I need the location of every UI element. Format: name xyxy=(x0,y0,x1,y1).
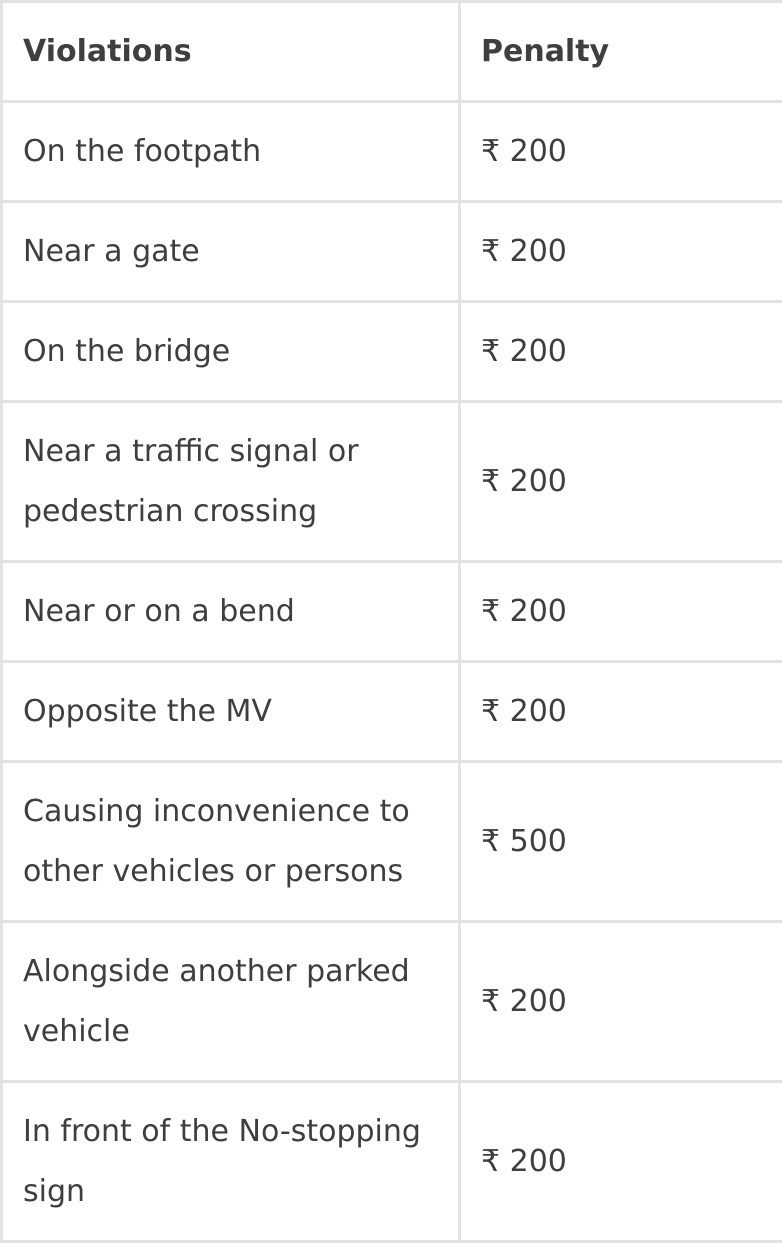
violation-cell xyxy=(2,202,460,302)
violation-text: Near a gate xyxy=(23,222,458,282)
table-row xyxy=(2,202,782,302)
violation-text: Near a traffic signal or pedestrian crossing xyxy=(23,422,458,542)
penalty-cell: ₹ 200 xyxy=(460,102,782,202)
violation-text: Alongside another parked vehicle xyxy=(23,942,458,1062)
violation-cell xyxy=(2,762,460,922)
violation-cell xyxy=(2,662,460,762)
violation-text: Near or on a bend xyxy=(23,582,458,642)
penalty-cell: ₹ 200 xyxy=(460,402,782,562)
table-row xyxy=(2,302,782,402)
table-row xyxy=(2,402,782,562)
violation-cell xyxy=(2,402,460,562)
penalty-cell: ₹ 200 xyxy=(460,562,782,662)
table-header-row xyxy=(2,2,782,102)
penalty-cell: ₹ 200 xyxy=(460,302,782,402)
penalty-cell: ₹ 200 xyxy=(460,662,782,762)
violation-cell xyxy=(2,102,460,202)
violation-cell xyxy=(2,1082,460,1242)
violation-cell xyxy=(2,922,460,1082)
penalty-cell: ₹ 500 xyxy=(460,762,782,922)
violation-text: On the footpath xyxy=(23,122,458,182)
table-row xyxy=(2,1082,782,1242)
violation-text: In front of the No-stopping sign xyxy=(23,1102,458,1222)
penalty-cell: ₹ 200 xyxy=(460,922,782,1082)
table-row xyxy=(2,762,782,922)
violation-text: On the bridge xyxy=(23,322,458,382)
violation-cell xyxy=(2,302,460,402)
table-row xyxy=(2,562,782,662)
penalty-cell: ₹ 200 xyxy=(460,202,782,302)
violation-cell xyxy=(2,562,460,662)
header-penalty: Penalty xyxy=(460,2,782,102)
violation-text: Opposite the MV xyxy=(23,682,458,742)
table-row xyxy=(2,922,782,1082)
table-row xyxy=(2,662,782,762)
table-row xyxy=(2,102,782,202)
penalty-cell: ₹ 200 xyxy=(460,1082,782,1242)
violation-text: Causing inconvenience to other vehicles or persons xyxy=(23,782,458,902)
header-violations: Violations xyxy=(2,2,460,102)
